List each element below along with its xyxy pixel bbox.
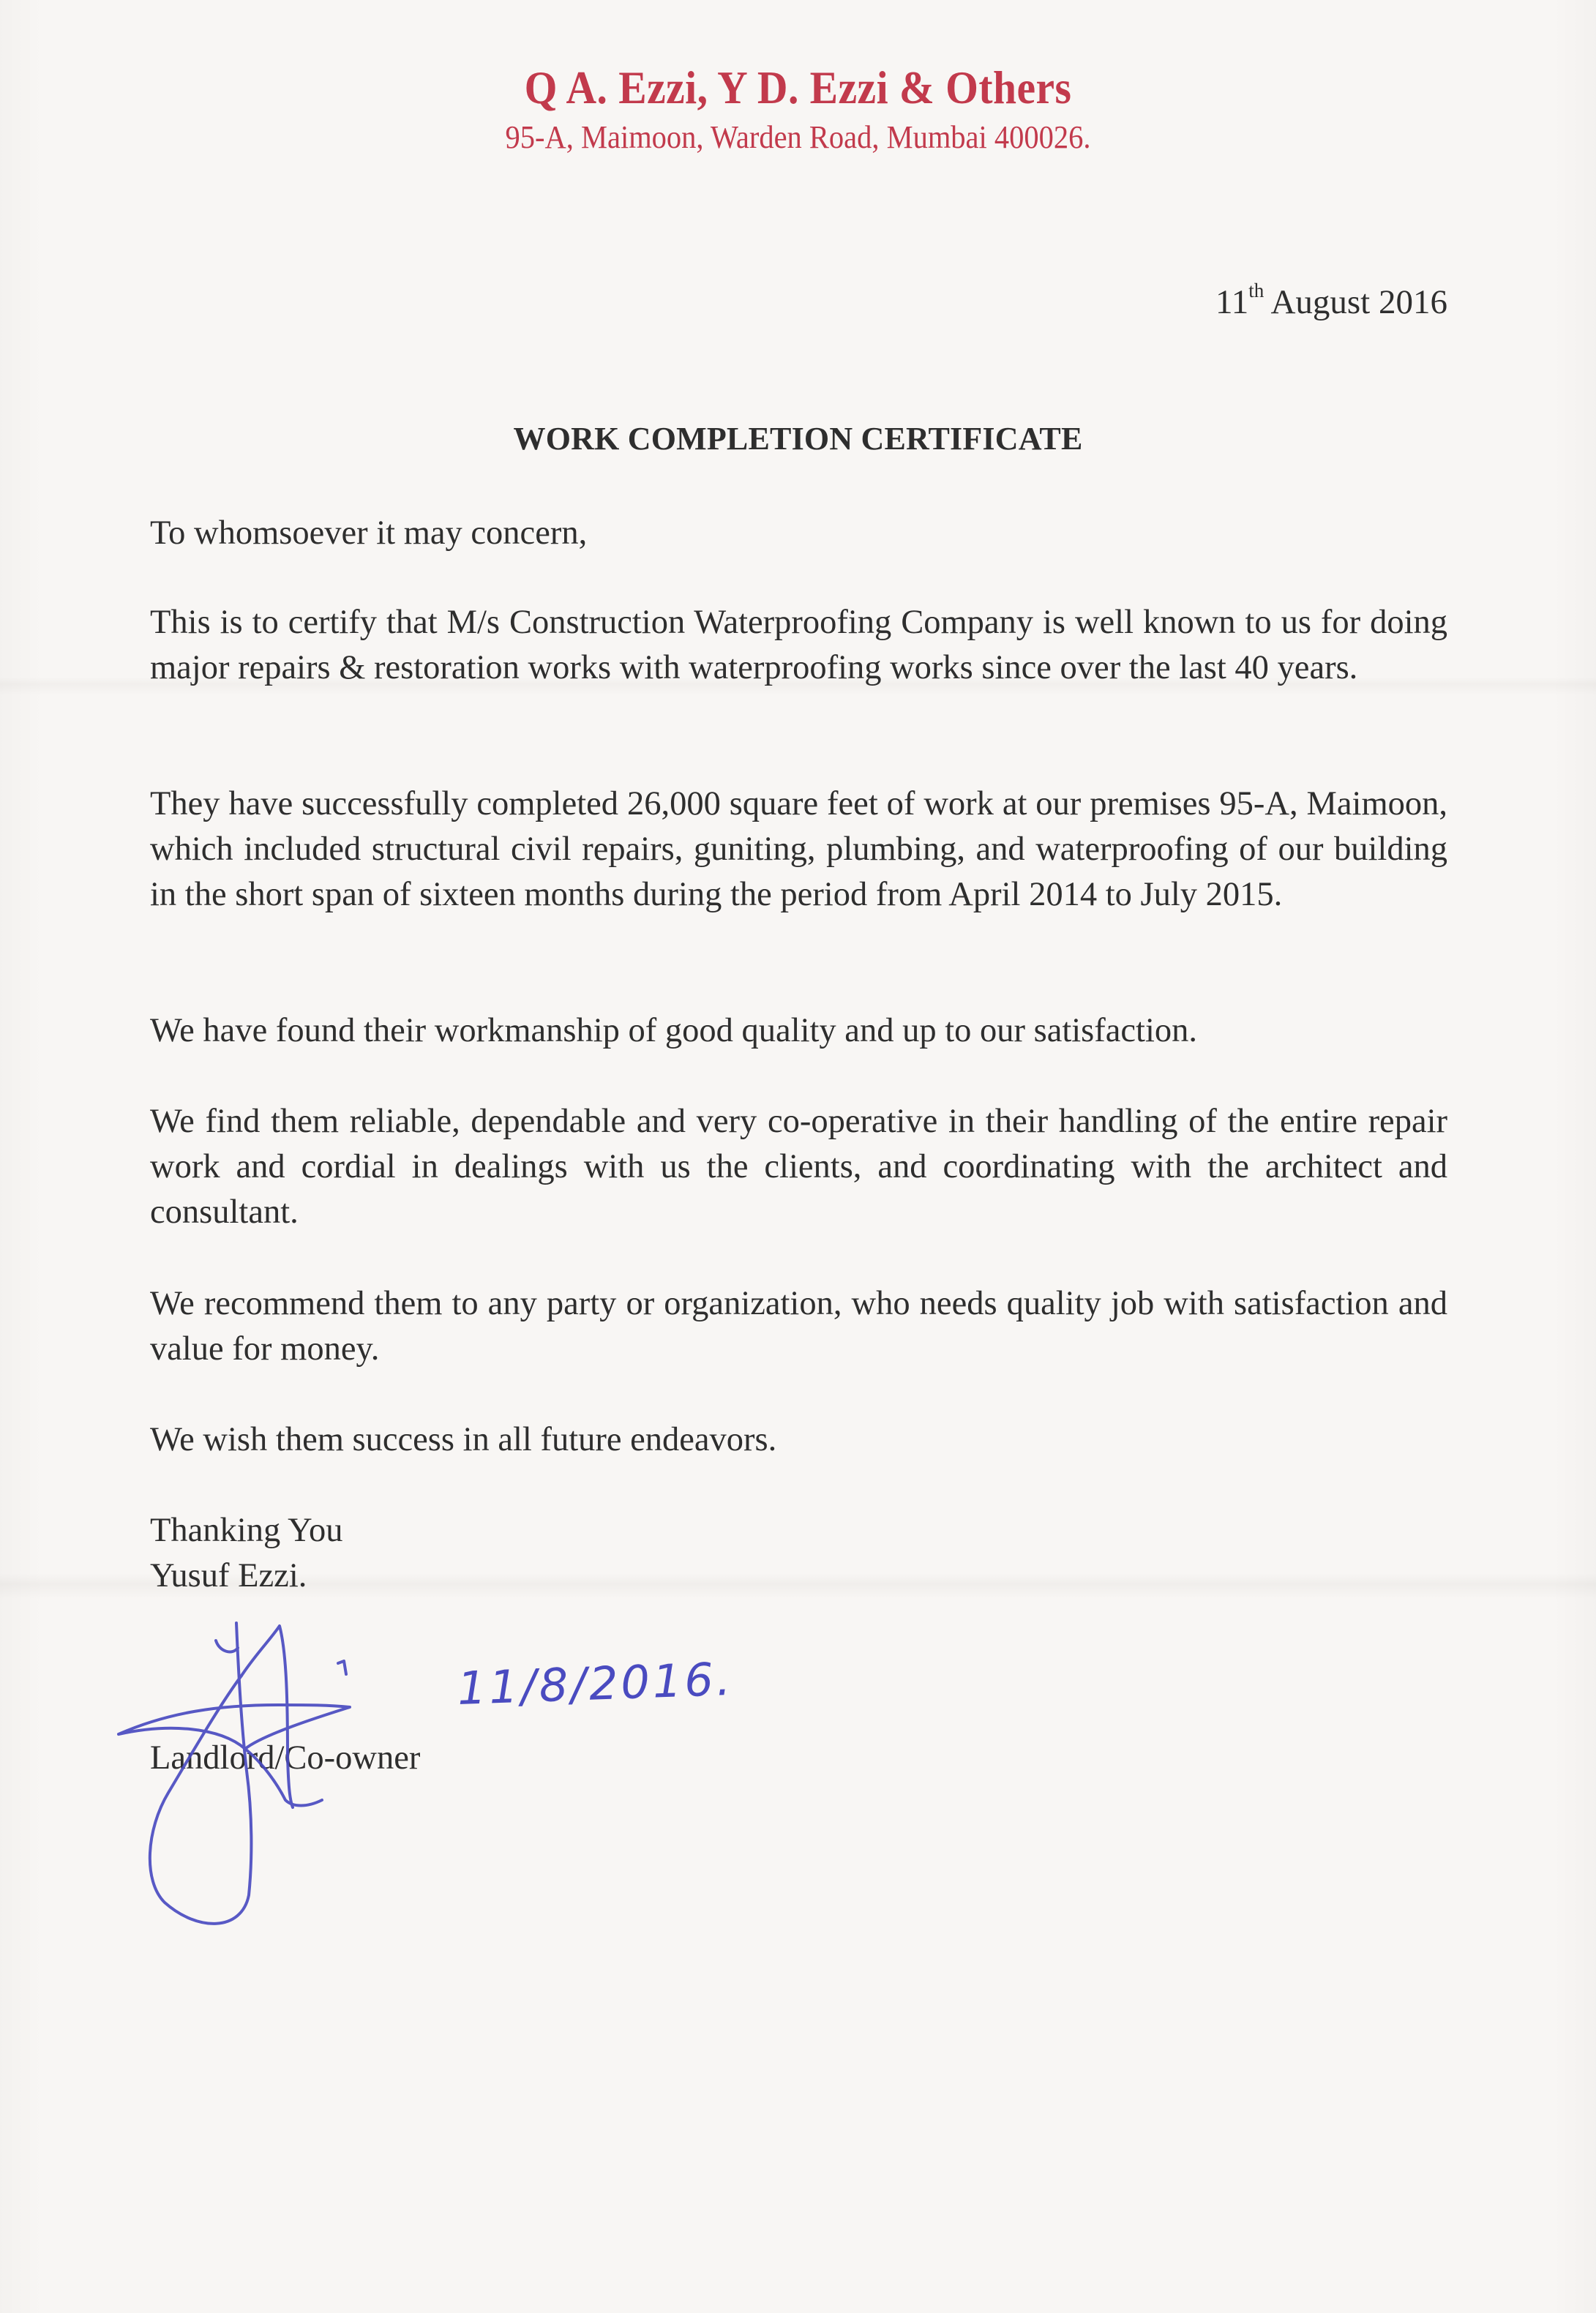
closing-thanks: Thanking You bbox=[150, 1512, 343, 1549]
letterhead bbox=[0, 60, 1596, 158]
signer-name: Yusuf Ezzi. bbox=[150, 1557, 307, 1594]
date-day-suffix: th bbox=[1248, 280, 1265, 301]
date-month-year: August 2016 bbox=[1270, 283, 1447, 321]
date-day: 11 bbox=[1215, 283, 1249, 321]
paragraph-quality: We have found their workmanship of good quality and up to our satisfaction. bbox=[150, 1012, 1197, 1049]
signer-role: Landlord/Co-owner bbox=[150, 1739, 421, 1777]
paragraph-work-details: They have successfully completed 26,000 square feet of work at our premises 95-A, Maimoon, which included structural civil repairs, guniting, plumbing, and waterproofing of our building in the short span of sixteen months during the period from April 2014 to July 2015. bbox=[150, 785, 1447, 913]
paragraph-certification: This is to certify that M/s Construction Waterproofing Company is well known to us for doing major repairs & restoration works with waterproofing works since over the last 40 years. bbox=[150, 604, 1447, 686]
organization-address: 95-A, Maimoon, Warden Road, Mumbai 400026. bbox=[505, 119, 1091, 155]
organization-name: Q A. Ezzi, Y D. Ezzi & Others bbox=[524, 61, 1072, 113]
paragraph-reliability: We find them reliable, dependable and very co-operative in their handling of the entire repair work and cordial in dealings with us the clients, and coordinating with the architect and consultant. bbox=[150, 1103, 1447, 1231]
letter-date bbox=[1215, 280, 1447, 324]
salutation: To whomsoever it may concern, bbox=[150, 514, 588, 552]
certificate-title: WORK COMPLETION CERTIFICATE bbox=[513, 421, 1083, 457]
handwritten-date: 11/8/2016. bbox=[456, 1652, 735, 1715]
paragraph-wishes: We wish them success in all future endeavors. bbox=[150, 1421, 777, 1458]
paragraph-recommendation: We recommend them to any party or organization, who needs quality job with satisfaction and value for money. bbox=[150, 1285, 1447, 1368]
